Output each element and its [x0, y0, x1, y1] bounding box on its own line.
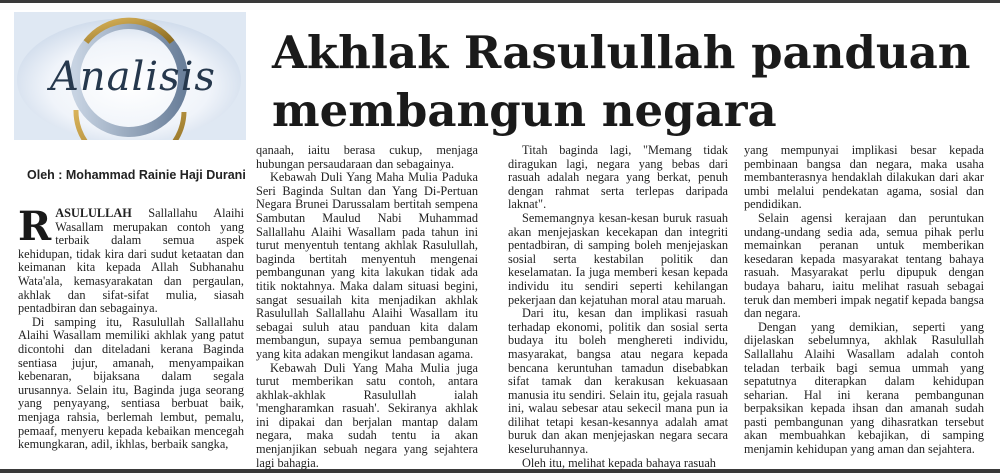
lead-word: ASULULLAH: [55, 206, 132, 220]
logo-wordmark: Analisis: [50, 54, 216, 100]
analisis-logo: [14, 12, 246, 140]
paragraph: Selain agensi kerajaan dan peruntukan undang-undang sedia ada, semua pihak perlu memainkan peranan untuk memberikan kesedaran kepada masyarakat tentang bahaya rasuah. Masyarakat perlu dipupuk dengan budaya baharu, iaitu melihat rasuah sebagai teruk dan memberi impak negatif kepada bangsa dan negara.: [744, 210, 984, 321]
paragraph: Kebawah Duli Yang Maha Mulia Paduka Seri Baginda Sultan dan Yang Di-Pertuan Negara Brunei Darussalam bertitah sempena Sambutan Maulud Nabi Muhammad Sallallahu Alaihi Wasallam pada tahun ini turut menyentuh tentang akhlak Rasulullah, baginda bertitah menyentuh mengenai pembangunan yang kita lakukan tidak ada titik noktahnya. Maka dalam situasi begini, sangat sesuailah kita menjadikan akhlak Rasulullah Sallallahu Alaihi Wasallam itu sebagai suluh atau panduan kita dalam membangun, supaya semua pembangunan yang kita adakan mengikut landasan agama.: [256, 170, 478, 361]
paragraph: Oleh itu, melihat kepada bahaya rasuah: [522, 455, 716, 470]
article-column-4: [744, 144, 984, 457]
lead-text: Sallallahu Alaihi Wasallam merupakan contoh yang terbaik dalam semua aspek kehidupan, tidak kira dari sudut ketaatan dan keimanan kita kepada Allah Subhanahu Wata'ala, kemasyarakatan dan pergaulan, akhlak dan sifat-sifat mulia, siasah pentadbiran dan sebagainya.: [18, 206, 244, 316]
lead-paragraph: [18, 203, 244, 316]
paragraph: Kebawah Duli Yang Maha Mulia juga turut memberikan satu contoh, antara akhlak-akhlak Rasulullah ialah 'mengharamkan rasuah'. Sekiranya akhlak ini dipakai dan berjalan mantap dalam negara, maka sudah tentu ia akan menjanjikan sebuah negara yang sejahtera lagi bahagia.: [256, 360, 478, 470]
paragraph: Di samping itu, Rasulullah Sallallahu Alaihi Wasallam memiliki akhlak yang patut dicontohi dan diteladani kerana Baginda sentiasa jujur, amanah, menyampaikan kebenaran, bijaksana dalam segala urusannya. Selain itu, Baginda juga seorang yang penyayang, sentiasa berbuat baik, menjaga rahsia, berlemah lembut, pemalu, pemaaf, menyeru kepada kebaikan mencegah kemungkaran, adil, ikhlas, berbaik sangka,: [18, 314, 244, 452]
paragraph: Titah baginda lagi, "Memang tidak diragukan lagi, negara yang bebas dari rasuah adalah negara yang berkat, penuh dengan rahmat serta terlepas daripada laknat".: [508, 143, 728, 212]
article-column-2: [256, 144, 478, 470]
paragraph: Dari itu, kesan dan implikasi rasuah terhadap ekonomi, politik dan sosial serta budaya itu boleh menghereti individu, masyarakat, bangsa atau negara kepada bencana keruntuhan tamadun disebabkan sifat tamak dan kerakusan kekuasaan manusia itu sendiri. Selain itu, gejala rasuah ini, walau sebesar atau sekecil mana pun ia dilihat tetapi kesan-kesannya adalah amat buruk dan akan menjejaskan negara secara keseluruhannya.: [508, 306, 728, 457]
bottom-rule: [0, 469, 1000, 473]
drop-cap: R: [18, 203, 52, 250]
paragraph: Sememangnya kesan-kesan buruk rasuah akan menjejaskan kecekapan dan integriti pentadbiran, di samping boleh menjejaskan sosial serta kestabilan politik dan keselamatan. Ia juga memberi kesan kepada individu itu sendiri seperti kehilangan pekerjaan dan kejatuhan moral atau maruah.: [508, 210, 728, 307]
paragraph: qanaah, iaitu berasa cukup, menjaga hubungan persaudaraan dan sebagainya.: [256, 143, 478, 171]
article-column-1: [18, 203, 244, 452]
article-headline: Akhlak Rasulullah panduan membangun negara: [272, 26, 971, 137]
paragraph: Dengan yang demikian, seperti yang dijelaskan sebelumnya, akhlak Rasulullah Sallallahu Alaihi Wasallam adalah contoh teladan terbaik bagi semua ummah yang sepatutnya diterapkan dalam kehidupan seharian. Hal ini kerana pembangunan berpaksikan kepada ihsan dan amanah sudah pasti pembangunan yang dihasratkan tersebut akan membuahkan kebajikan, di samping menjamin kehidupan yang aman dan sejahtera.: [744, 319, 984, 457]
article-column-3: [508, 144, 728, 470]
paragraph: yang mempunyai implikasi besar kepada pembinaan bangsa dan negara, maka usaha membanterasnya hendaklah dilakukan dari akar umbi melalui pendekatan agama, sosial dan pendidikan.: [744, 143, 984, 212]
top-rule: [0, 0, 1000, 3]
byline: Oleh : Mohammad Rainie Haji Durani: [27, 168, 246, 182]
